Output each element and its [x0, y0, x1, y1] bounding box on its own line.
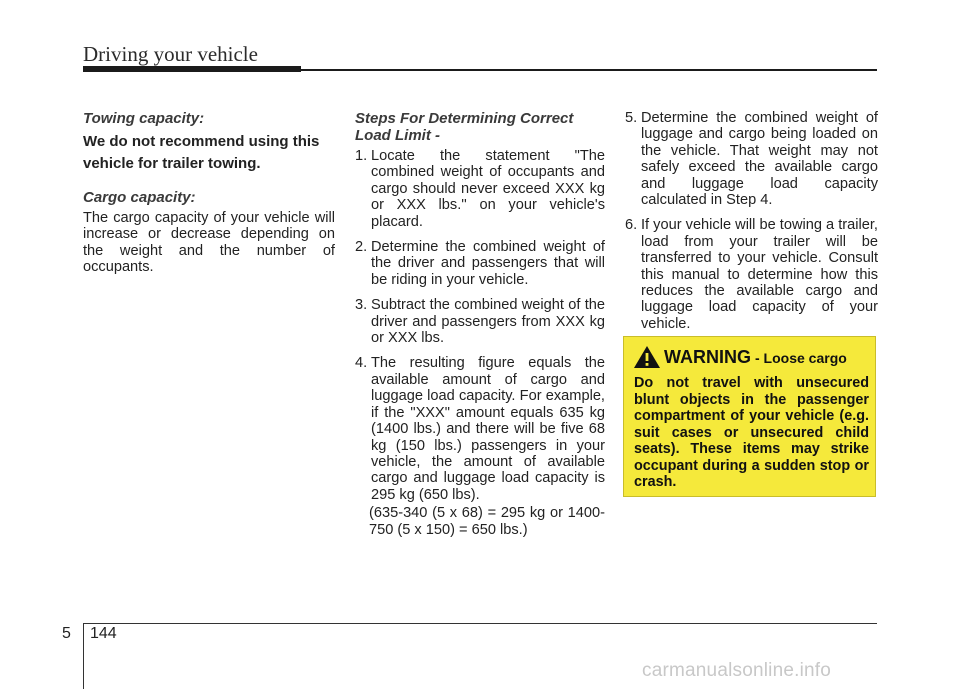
page-header-title: Driving your vehicle [83, 42, 258, 66]
header-rule-thin [301, 69, 877, 71]
step-number: 2. [355, 239, 368, 256]
step-item-6 [625, 217, 878, 332]
middle-column [355, 110, 605, 538]
towing-capacity-heading: Towing capacity: [83, 110, 205, 127]
step-number: 3. [355, 297, 368, 314]
step-number: 4. [355, 355, 368, 372]
towing-capacity-text: We do not recommend using this vehicle for trailer towing. [83, 133, 320, 172]
warning-body: Do not travel with unsecured blunt objects in the passenger compartment of your vehicle (e.g. suit cases or unsecured child seats). These items may strike occupant during a sudden stop or crash. [634, 375, 869, 490]
page-number: 144 [90, 625, 117, 642]
right-column [625, 110, 878, 341]
step-number: 1. [355, 148, 368, 164]
load-limit-steps-continued [625, 110, 878, 332]
step-item-2 [355, 239, 605, 288]
step-number: 5. [625, 110, 638, 126]
step-text: Subtract the combined weight of the driver and passengers from XXX kg or XXX lbs. [371, 297, 605, 347]
footer-divider [83, 624, 84, 689]
footer-rule [83, 623, 877, 624]
warning-header [633, 345, 847, 369]
step-item-4 [355, 355, 605, 503]
calculation-example: (635-340 (5 x 68) = 295 kg or 1400-750 (5 x 150) = 650 lbs.) [369, 505, 605, 538]
cargo-capacity-heading: Cargo capacity: [83, 189, 196, 206]
step-text: Locate the statement "The combined weight of occupants and cargo should never exceed XXX kg or XXX lbs.'' on your vehicle's placard. [371, 148, 605, 230]
header-rule-thick [83, 66, 301, 72]
step-item-5 [625, 110, 878, 208]
watermark: carmanualsonline.info [642, 660, 832, 681]
step-text: The resulting figure equals the available amount of cargo and luggage load capacity. For example, if the "XXX" amount equals 635 kg (1400 lbs.) and there will be five 68 kg (150 lbs.) passengers in your vehicle, the amount of available cargo and luggage load capacity is 295 kg (650 lbs). [371, 355, 605, 503]
step-item-3 [355, 297, 605, 346]
cargo-capacity-text: The cargo capacity of your vehicle will increase or decrease depending on the weight and the number of occupants. [83, 210, 335, 276]
warning-triangle-icon [633, 345, 661, 369]
step-text: If your vehicle will be towing a trailer, load from your trailer will be transferred to your vehicle. Consult this manual to determine how this reduces the available cargo and luggage load capacity of your vehicle. [641, 217, 878, 332]
left-column [83, 110, 335, 288]
warning-subtitle: - Loose cargo [755, 350, 847, 366]
step-text: Determine the combined weight of the driver and passengers that will be riding in your vehicle. [371, 239, 605, 288]
warning-box [623, 336, 876, 497]
load-limit-steps [355, 148, 605, 503]
step-text: Determine the combined weight of luggage and cargo being loaded on the vehicle. That weight may not safely exceed the available cargo and luggage load capacity calculated in Step 4. [641, 110, 878, 209]
step-item-1 [355, 148, 605, 230]
warning-title: WARNING [664, 346, 751, 367]
load-limit-heading: Steps For Determining Correct Load Limit - [355, 110, 574, 144]
chapter-number: 5 [62, 625, 71, 642]
step-number: 6. [625, 217, 638, 234]
